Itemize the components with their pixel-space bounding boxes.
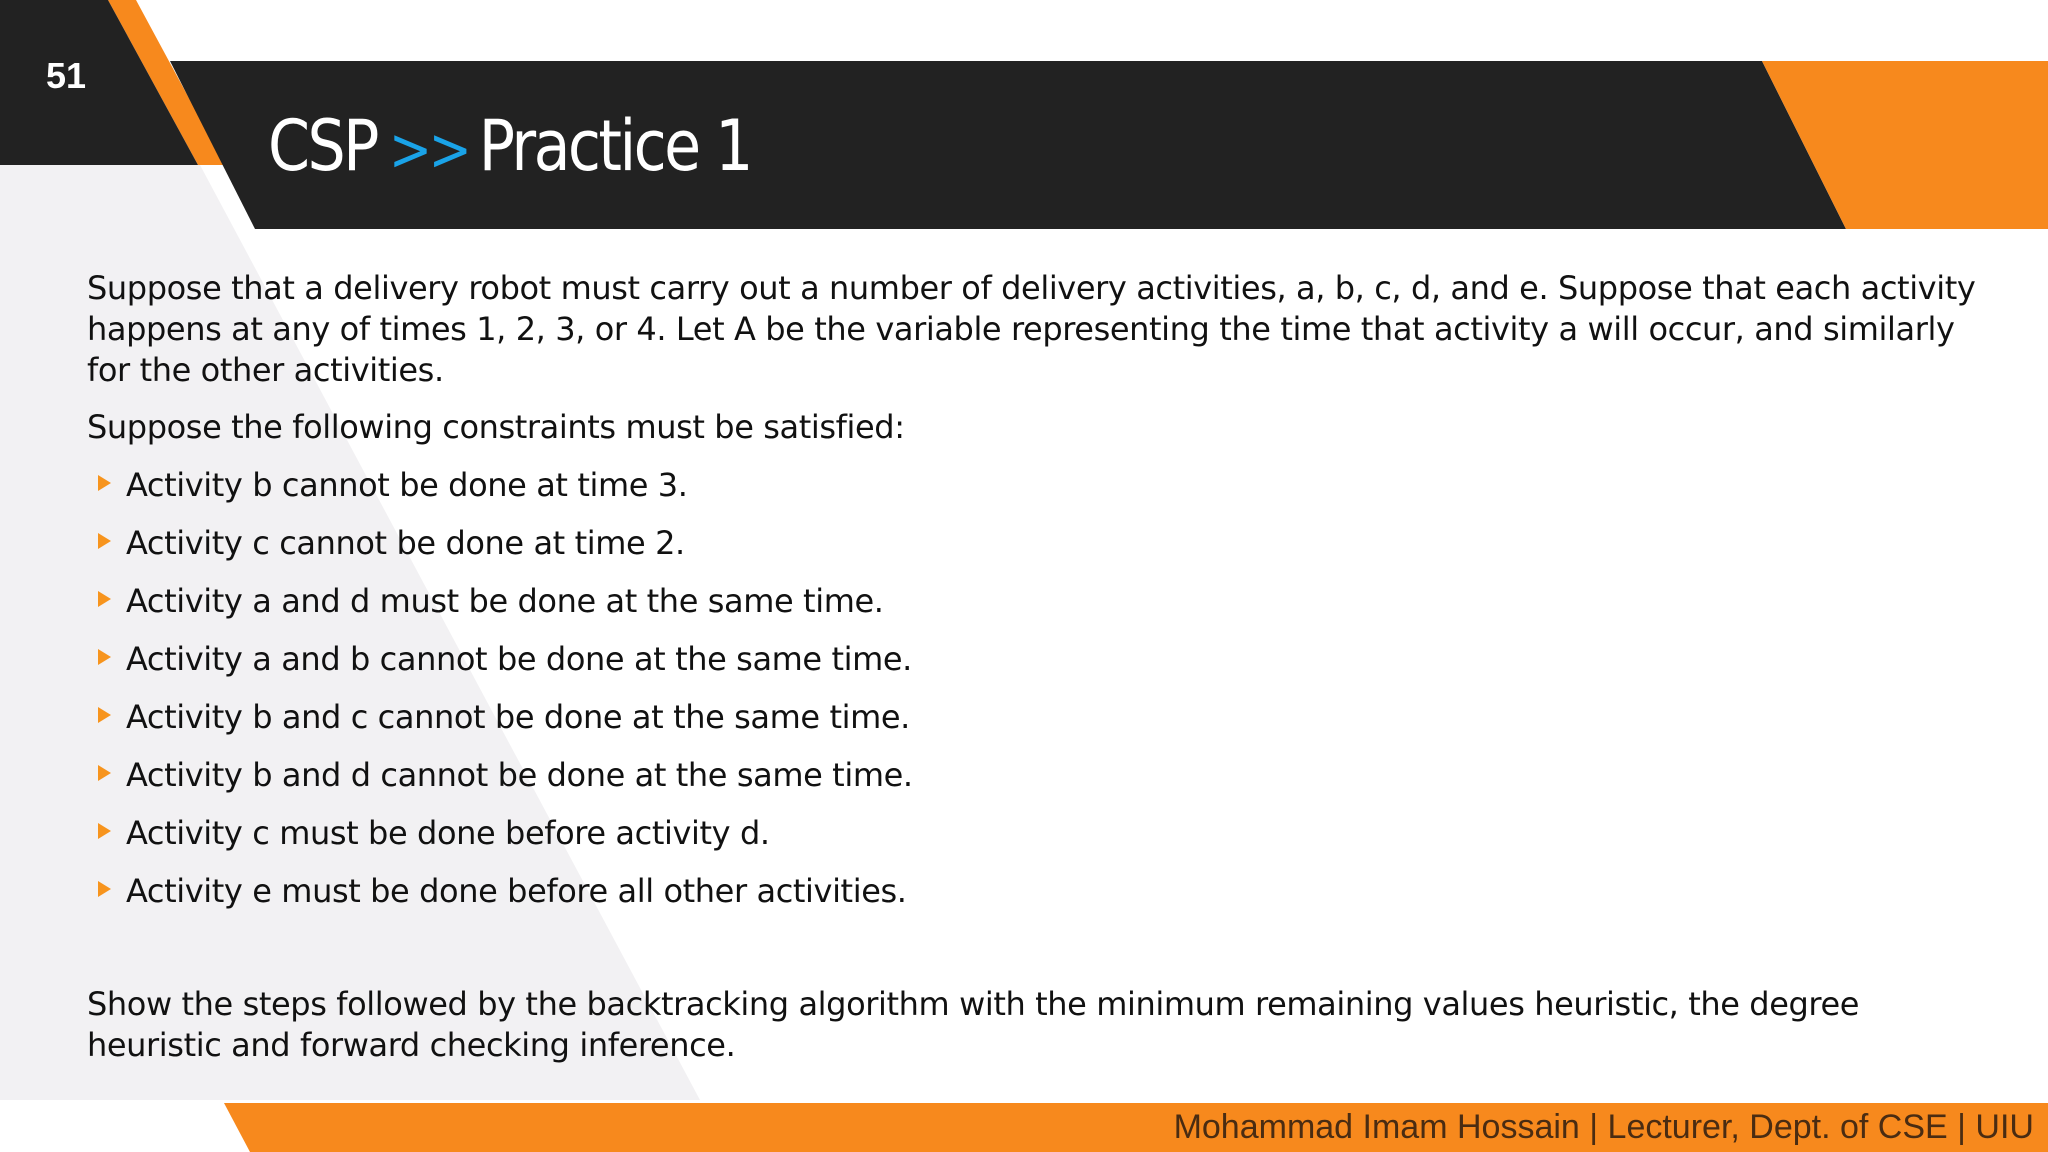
title-main: CSP [268, 105, 377, 187]
constraint-text: Activity e must be done before all other activities. [126, 872, 907, 910]
bullet-icon [98, 823, 111, 839]
problem-intro: Suppose that a delivery robot must carry out a number of delivery activities, a, b, c, d, and e. Suppose that each activity happens at any of times 1, 2, 3, or 4. Let A be the variable representing the time that activity a will occur, and similarly for the other activities. [87, 269, 1976, 389]
constraint-text: Activity b and d cannot be done at the same time. [126, 756, 913, 794]
slide-number: 51 [46, 55, 87, 96]
constraint-item [87, 697, 1987, 738]
constraint-item [87, 755, 1987, 796]
bullet-icon [98, 881, 111, 897]
bullet-icon [98, 591, 111, 607]
constraints-lead: Suppose the following constraints must be satisfied: [87, 408, 905, 446]
constraint-item [87, 581, 1987, 622]
slide-content [87, 268, 1987, 1066]
constraints-list [87, 465, 1987, 912]
constraint-item [87, 523, 1987, 564]
constraint-text: Activity b cannot be done at time 3. [126, 466, 688, 504]
task-instruction: Show the steps followed by the backtracking algorithm with the minimum remaining values heuristic, the degree heuristic and forward checking inference. [87, 985, 1860, 1064]
constraint-item [87, 639, 1987, 680]
constraint-text: Activity c must be done before activity d. [126, 814, 770, 852]
constraint-item [87, 465, 1987, 506]
bullet-icon [98, 649, 111, 665]
constraint-item [87, 871, 1987, 912]
bullet-icon [98, 533, 111, 549]
constraint-item [87, 813, 1987, 854]
title-separator: >> [388, 115, 469, 185]
constraint-text: Activity a and d must be done at the same time. [126, 582, 884, 620]
slide-title [268, 106, 751, 186]
constraint-text: Activity b and c cannot be done at the same time. [126, 698, 910, 736]
bullet-icon [98, 707, 111, 723]
constraint-text: Activity c cannot be done at time 2. [126, 524, 685, 562]
constraint-text: Activity a and b cannot be done at the same time. [126, 640, 912, 678]
bullet-icon [98, 475, 111, 491]
title-subtitle: Practice 1 [478, 105, 751, 187]
bullet-icon [98, 765, 111, 781]
footer-author: Mohammad Imam Hossain | Lecturer, Dept. of CSE | UIU [1173, 1108, 2034, 1146]
